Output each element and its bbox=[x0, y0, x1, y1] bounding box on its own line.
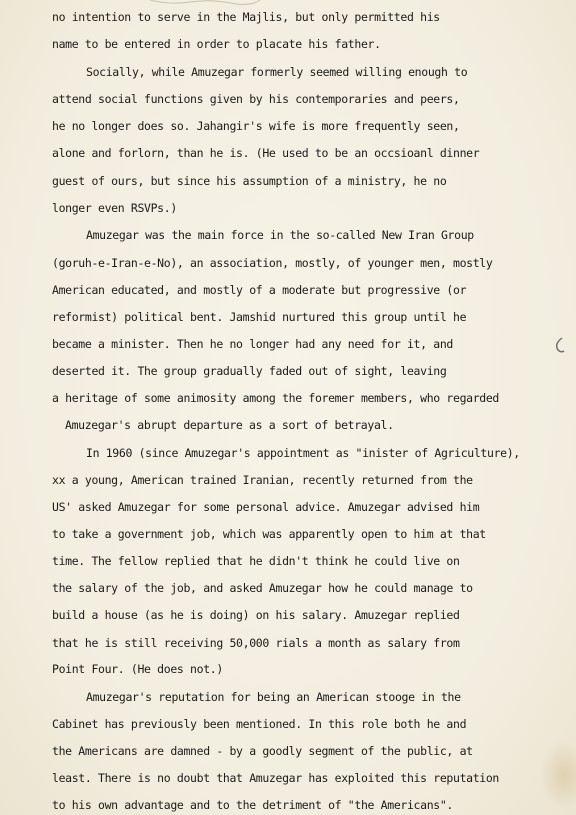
paragraph-first-line: In 1960 (since Amuzegar's appointment as "inister of Agriculture), bbox=[86, 446, 520, 460]
text-line: became a minister. Then he no longer had any need for it, and bbox=[52, 337, 453, 351]
text-line: American educated, and mostly of a moderate but progressive (or bbox=[52, 283, 467, 297]
torn-edge-mark bbox=[150, 0, 260, 6]
text-line: Point Four. (He does not.) bbox=[52, 662, 223, 676]
text-line: name to be entered in order to placate his father. bbox=[52, 37, 381, 51]
text-line: he no longer does so. Jahangir's wife is more frequently seen, bbox=[52, 119, 460, 133]
text-line: the salary of the job, and asked Amuzegar how he could manage to bbox=[52, 581, 473, 595]
text-line: least. There is no doubt that Amuzegar has exploited this reputation bbox=[52, 771, 500, 785]
text-line: a heritage of some animosity among the foremer members, who regarded bbox=[52, 391, 500, 405]
text-line: the Americans are damned - by a goodly segment of the public, at bbox=[52, 744, 473, 758]
text-line: Cabinet has previously been mentioned. In this role both he and bbox=[52, 717, 467, 731]
paper-stain bbox=[540, 740, 576, 810]
paragraph-first-line: Socially, while Amuzegar formerly seemed willing enough to bbox=[86, 65, 468, 79]
text-line: (goruh-e-Iran-e-No), an association, mostly, of younger men, mostly bbox=[52, 256, 493, 270]
text-line: to take a government job, which was apparently open to him at that bbox=[52, 527, 486, 541]
text-line: US' asked Amuzegar for some personal advice. Amuzegar advised him bbox=[52, 500, 480, 514]
text-line: longer even RSVPs.) bbox=[52, 201, 177, 215]
text-line: attend social functions given by his contemporaries and peers, bbox=[52, 92, 460, 106]
margin-pencil-mark bbox=[552, 330, 566, 360]
text-line: no intention to serve in the Majlis, but only permitted his bbox=[52, 10, 440, 24]
paragraph-first-line: Amuzegar's reputation for being an American stooge in the bbox=[86, 690, 461, 704]
text-line: alone and forlorn, than he is. (He used to be an occsioanl dinner bbox=[52, 146, 480, 160]
text-line: build a house (as he is doing) on his salary. Amuzegar replied bbox=[52, 608, 460, 622]
text-line: deserted it. The group gradually faded out of sight, leaving bbox=[52, 364, 447, 378]
text-line: to his own advantage and to the detriment of "the Americans". bbox=[52, 798, 453, 812]
paragraph-first-line: Amuzegar was the main force in the so-called New Iran Group bbox=[86, 228, 474, 242]
text-line: Amuzegar's abrupt departure as a sort of betrayal. bbox=[65, 418, 394, 432]
text-line: that he is still receiving 50,000 rials a month as salary from bbox=[52, 636, 460, 650]
text-line: xx a young, American trained Iranian, recently returned from the bbox=[52, 473, 473, 487]
text-line: time. The fellow replied that he didn't think he could live on bbox=[52, 554, 460, 568]
text-line: reformist) political bent. Jamshid nurtured this group until he bbox=[52, 310, 467, 324]
text-line: guest of ours, but since his assumption of a ministry, he no bbox=[52, 174, 447, 188]
